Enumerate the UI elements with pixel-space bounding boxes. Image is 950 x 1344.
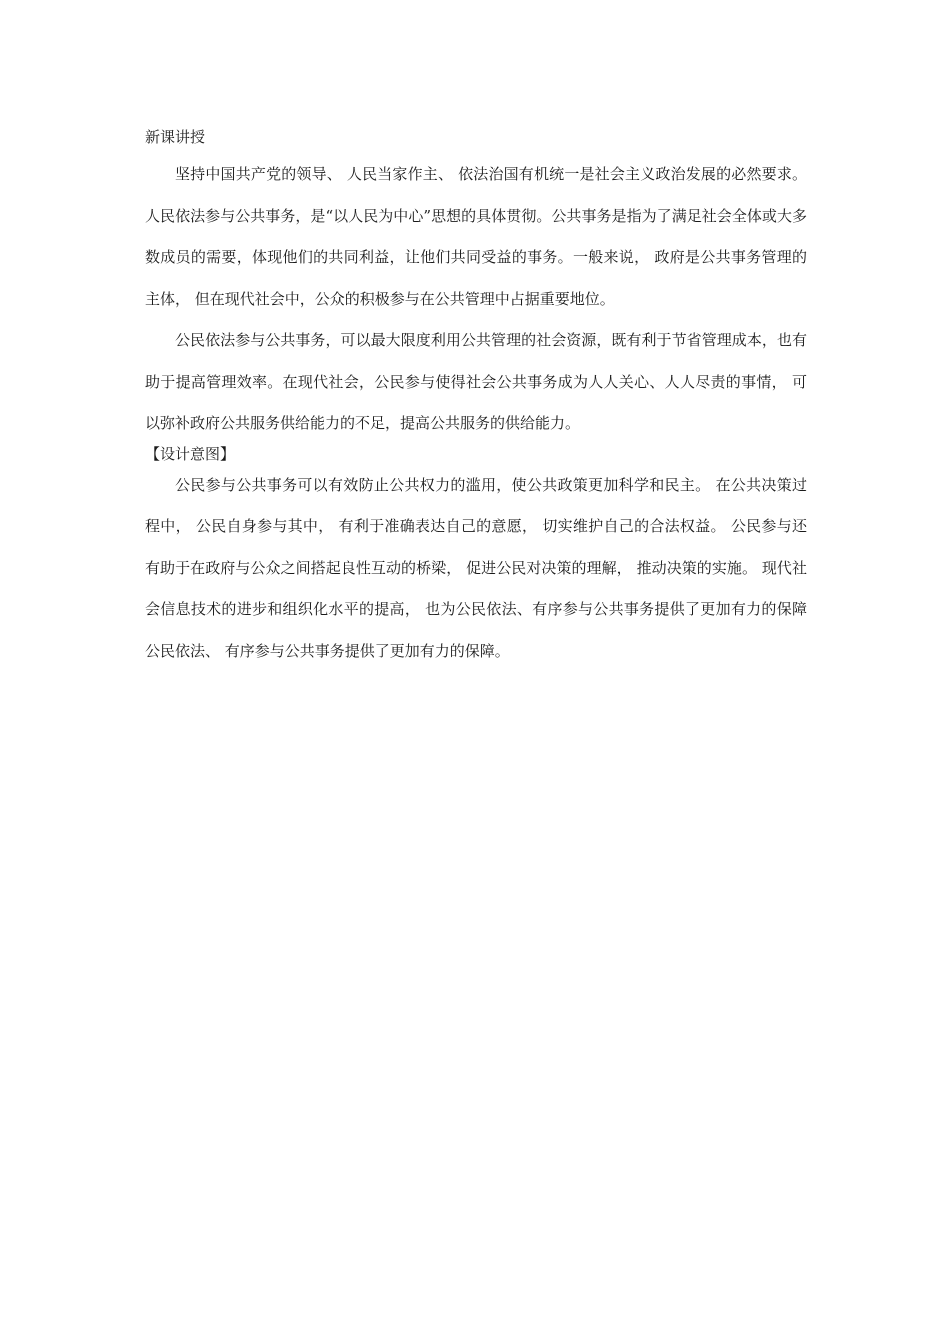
paragraph-2: 公民依法参与公共事务，可以最大限度利用公共管理的社会资源，既有利于节省管理成本，也有助于提高管理效率。在现代社会，公民参与使得社会公共事务成为人人关心、人人尽责的事情， 可以弥补政府公共服务供给能力的不足，提高公共服务的供给能力。 [145, 331, 807, 432]
section-heading-lecture: 新课讲授 [145, 128, 206, 146]
document-body [145, 122, 807, 672]
paragraph-3: 公民参与公共事务可以有效防止公共权力的滥用，使公共政策更加科学和民主。 在公共决策过程中， 公民自身参与其中， 有利于准确表达自己的意愿， 切实维护自己的合法权益。 公民参与还有助于在政府与公众之间搭起良性互动的桥梁， 促进公民对决策的理解， 推动决策的实施。 现代社会信息技术的进步和组织化水平的提高， 也为公民依法、有序参与公共事务提供了更加有力的保障公民依法、 有序参与公共事务提供了更加有力的保障。 [145, 475, 807, 660]
paragraph-1: 坚持中国共产党的领导、 人民当家作主、 依法治国有机统一是社会主义政治发展的必然要求。 人民依法参与公共事务，是“以人民为中心”思想的具体贯彻。公共事务是指为了满足社会全体或大多数成员的需要，体现他们的共同利益，让他们共同受益的事务。一般来说， 政府是公共事务管理的主体， 但在现代社会中，公众的积极参与在公共管理中占据重要地位。 [145, 165, 807, 308]
section-heading-design-intent: 【设计意图】 [145, 444, 236, 463]
